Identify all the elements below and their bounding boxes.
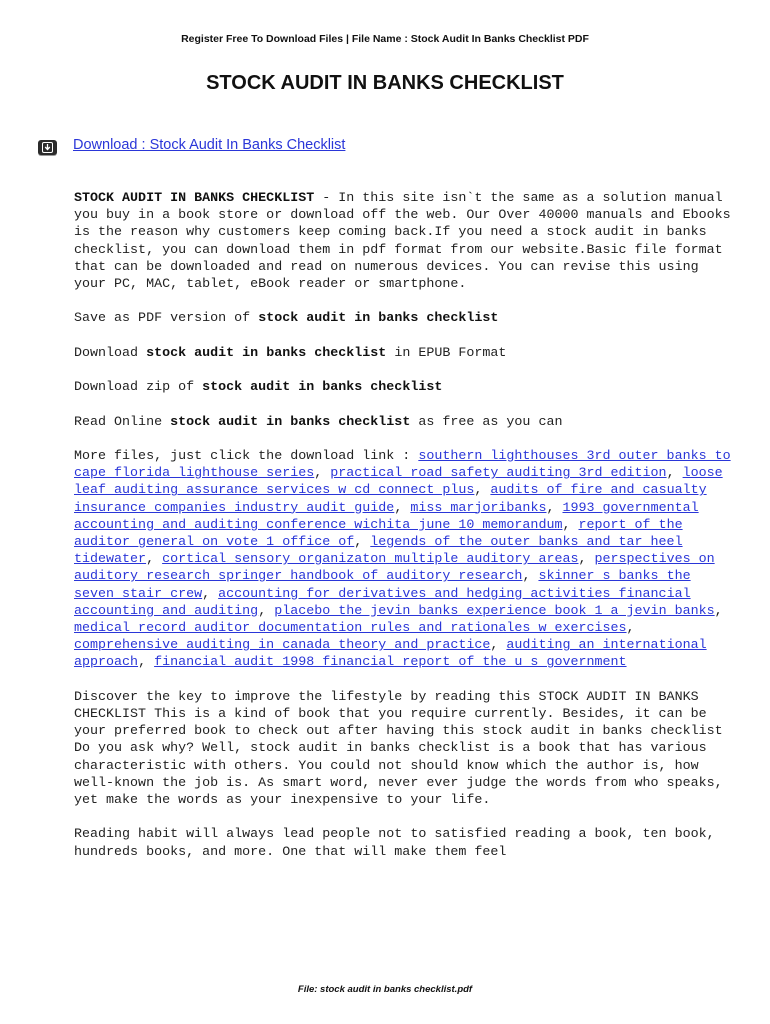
- option-bold: stock audit in banks checklist: [202, 380, 443, 396]
- related-link[interactable]: medical record auditor documentation rules and rationales w exercises: [74, 621, 627, 636]
- page-title: STOCK AUDIT IN BANKS CHECKLIST: [206, 72, 564, 94]
- related-link[interactable]: comprehensive auditing in canada theory and practice: [74, 638, 491, 654]
- more-files-prefix: More files, just click the download link :: [74, 448, 419, 464]
- related-link[interactable]: cortical sensory organizaton multiple auditory areas: [162, 552, 579, 568]
- option-text: Download zip of: [74, 380, 203, 396]
- related-link[interactable]: practical road safety auditing 3rd edition: [330, 466, 667, 482]
- intro-text: - In this site isn`t the same as a solution manual you buy in a book store or download off the web. Our Over 40000 manuals and Ebooks is the reason why customers keep coming back.If you need a stock audit in banks checklist, you can download them in pdf format from our website.Basic file format that can be downloaded and read on numerous devices. You can revise this using your PC, MAC, tablet, eBook reader or smartphone.: [74, 191, 731, 293]
- download-link[interactable]: Download : Stock Audit In Banks Checklist: [73, 137, 346, 153]
- related-link[interactable]: 1993 governmental accounting and auditing conference wichita june 10 memorandum: [74, 500, 699, 533]
- document-body: [74, 190, 734, 878]
- option-save-pdf: [74, 310, 734, 327]
- download-icon[interactable]: [38, 140, 57, 155]
- body-paragraph: Discover the key to improve the lifestyle by reading this STOCK AUDIT IN BANKS CHECKLIST This is a kind of book that you require currently. Besides, it can be your preferred book to check out after having this stock audit in banks checklist Do you ask why? Well, stock audit in banks checklist is a book that has various characteristic with others. You could not should know which the author is, how well-known the job is. As smart word, never ever judge the words from who speaks, yet make the words as your inexpensive to your life.: [74, 689, 723, 809]
- related-link[interactable]: perspectives on auditory research springer handbook of auditory research: [74, 552, 715, 585]
- related-link[interactable]: auditing an international approach: [74, 638, 707, 671]
- related-link[interactable]: skinner s banks the seven stair crew: [74, 569, 691, 602]
- related-link[interactable]: audits of fire and casualty insurance companies industry audit guide: [74, 483, 707, 516]
- option-text: Read Online: [74, 414, 171, 430]
- option-bold: stock audit in banks checklist: [146, 345, 387, 361]
- related-link[interactable]: financial audit 1998 financial report of the u s government: [154, 655, 627, 671]
- option-read-online: [74, 414, 734, 431]
- body-paragraph: Reading habit will always lead people not to satisfied reading a book, ten book, hundreds books, and more. One that will make them feel: [74, 827, 715, 860]
- page-footer: File: stock audit in banks checklist.pdf: [297, 984, 473, 995]
- related-link[interactable]: report of the auditor general on vote 1 office of: [74, 517, 683, 550]
- related-link[interactable]: accounting for derivatives and hedging activities financial accounting and auditing: [74, 586, 691, 619]
- option-epub: [74, 345, 734, 362]
- option-text: in EPUB Format: [386, 345, 507, 361]
- related-link[interactable]: legends of the outer banks and tar heel tidewater: [74, 534, 683, 568]
- option-bold: stock audit in banks checklist: [170, 414, 411, 430]
- page-header: Register Free To Download Files | File Name : Stock Audit In Banks Checklist PDF: [181, 33, 589, 45]
- more-files-paragraph: More files, just click the download link : southern lighthouses 3rd outer banks to cape florida lighthouse series, practical road safety auditing 3rd edition, loose leaf auditing assurance services w cd connect plus, audits of fire and casualty insurance companies industry audit guide, miss marjoribanks, 1993 governmental accounting and auditing conference wichita june 10 memorandum, report of the auditor general on vote 1 office of, legends of the outer banks and tar heel tidewater, cortical sensory organizaton multiple auditory areas, perspectives on auditory research springer handbook of auditory research, skinner s banks the seven stair crew, accounting for derivatives and hedging activities financial accounting and auditing, placebo the jevin banks experience book 1 a jevin banks, medical record auditor documentation rules and rationales w exercises, comprehensive auditing in canada theory and practice, auditing an international approach, financial audit 1998 financial report of the u s government: [74, 448, 731, 671]
- option-text: Save as PDF version of: [74, 311, 259, 327]
- option-text: as free as you can: [410, 414, 563, 430]
- related-link[interactable]: loose leaf auditing assurance services w cd connect plus: [74, 466, 723, 499]
- intro-paragraph: [74, 190, 734, 293]
- option-zip: [74, 379, 734, 396]
- related-link[interactable]: placebo the jevin banks experience book 1 a jevin banks: [274, 603, 715, 619]
- option-text: Download: [74, 345, 147, 361]
- related-link[interactable]: miss marjoribanks: [410, 500, 547, 516]
- intro-bold-title: STOCK AUDIT IN BANKS CHECKLIST: [74, 191, 315, 206]
- related-link[interactable]: southern lighthouses 3rd outer banks to cape florida lighthouse series: [74, 448, 731, 482]
- option-bold: stock audit in banks checklist: [258, 311, 499, 327]
